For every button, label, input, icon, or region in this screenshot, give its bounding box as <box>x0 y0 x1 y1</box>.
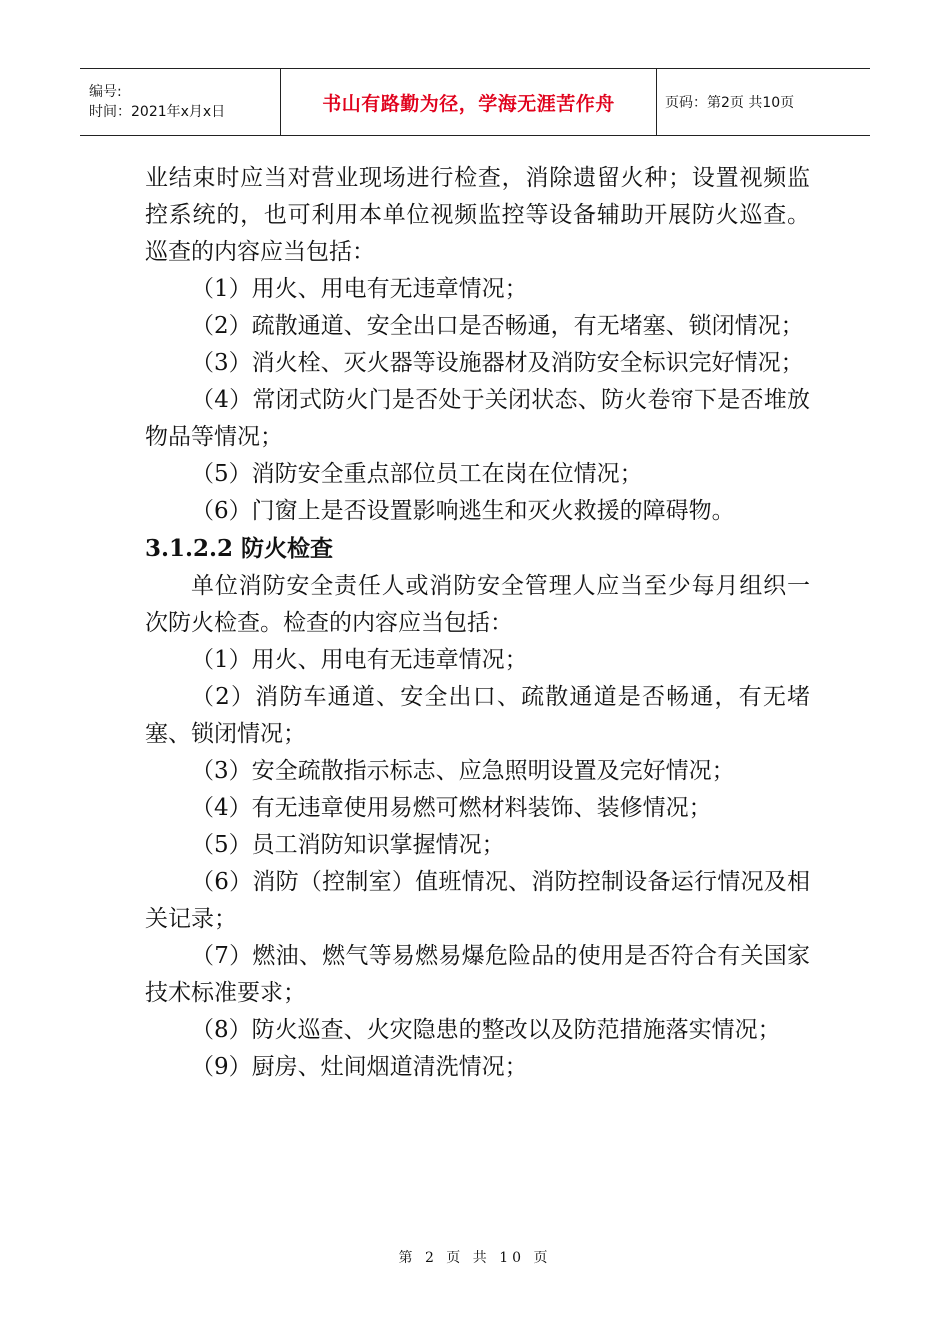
body-paragraph: （3）消火栓、灭火器等设施器材及消防安全标识完好情况； <box>191 350 804 376</box>
header-page-number: 页码：第2页 共10页 <box>665 95 795 111</box>
body-paragraph: 单位消防安全责任人或消防安全管理人应当至少每月组织一次防火检查。检查的内容应当包括： <box>145 573 810 636</box>
body-paragraph: （4）常闭式防火门是否处于关闭状态、防火卷帘下是否堆放物品等情况； <box>145 387 810 450</box>
document-date: 时间：2021年x月x日 <box>89 104 226 120</box>
body-paragraph: （9）厨房、灶间烟道清洗情况； <box>191 1054 528 1080</box>
document-number-label: 编号: <box>89 84 122 100</box>
body-paragraph: （1）用火、用电有无违章情况； <box>191 647 528 673</box>
header-page-info <box>657 69 870 135</box>
header-motto: 书山有路勤为径，学海无涯苦作舟 <box>322 92 615 115</box>
body-paragraph: （8）防火巡查、火灾隐患的整改以及防范措施落实情况； <box>191 1017 781 1043</box>
body-paragraph: 业结束时应当对营业现场进行检查，消除遗留火种；设置视频监控系统的，也可利用本单位视频监控等设备辅助开展防火巡查。巡查的内容应当包括： <box>145 165 810 265</box>
body-paragraph: （1）用火、用电有无违章情况； <box>191 276 528 302</box>
body-paragraph: （4）有无违章使用易燃可燃材料装饰、装修情况； <box>191 795 712 821</box>
body-paragraph: （5）消防安全重点部位员工在岗在位情况； <box>191 461 643 487</box>
page-footer: 第 2 页 共 10 页 <box>398 1250 552 1266</box>
body-paragraph: （3）安全疏散指示标志、应急照明设置及完好情况； <box>191 758 735 784</box>
body-paragraph: （2）疏散通道、安全出口是否畅通，有无堵塞、锁闭情况； <box>191 313 804 339</box>
body-paragraph: （6）消防（控制室）值班情况、消防控制设备运行情况及相关记录； <box>145 869 810 932</box>
section-heading: 3.1.2.2 防火检查 <box>145 535 334 562</box>
header-meta <box>80 69 281 135</box>
document-body <box>145 160 810 1086</box>
body-paragraph: （5）员工消防知识掌握情况； <box>191 832 505 858</box>
header-motto-cell <box>281 69 657 135</box>
body-paragraph: （2）消防车通道、安全出口、疏散通道是否畅通，有无堵塞、锁闭情况； <box>145 684 810 747</box>
body-paragraph: （6）门窗上是否设置影响逃生和灭火救援的障碍物。 <box>191 498 735 524</box>
page-header <box>80 68 870 136</box>
body-paragraph: （7）燃油、燃气等易燃易爆危险品的使用是否符合有关国家技术标准要求； <box>145 943 810 1006</box>
